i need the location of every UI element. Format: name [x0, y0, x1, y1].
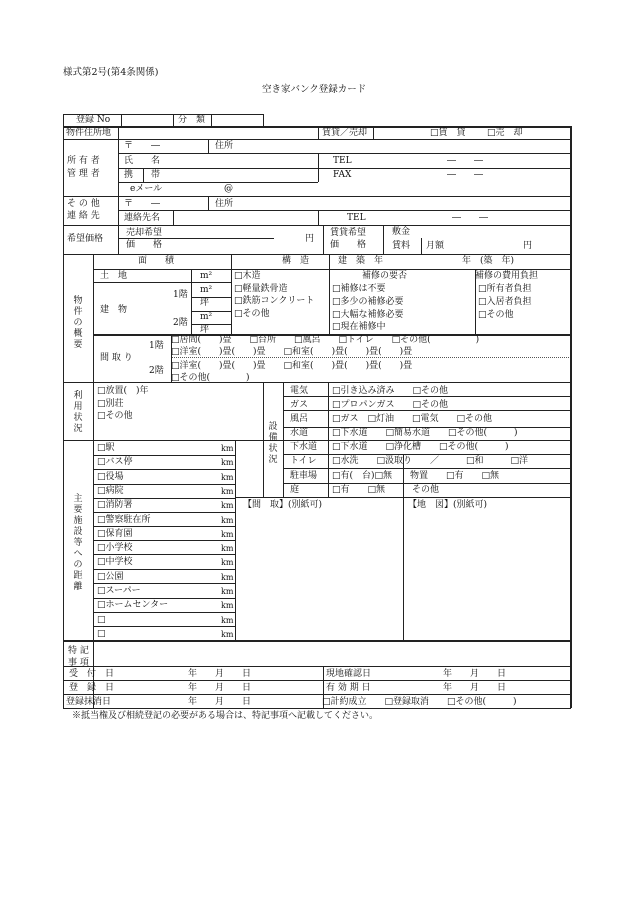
equipment-status-label: 設備状況	[268, 422, 278, 465]
rent-yen: 円	[523, 241, 533, 251]
facility-item[interactable]: □消防署	[97, 500, 133, 511]
building-label: 建 物	[100, 305, 128, 315]
owner-postal: 〒 ―	[124, 141, 161, 151]
floor2-tsubo: 坪	[200, 325, 210, 335]
map-area-label: 【地 図】(別紙可)	[408, 500, 488, 510]
floor1-m2: m²	[200, 285, 213, 295]
owner-fax-label: FAX	[333, 170, 352, 180]
owner-address-label: 住所	[215, 141, 234, 151]
rent-sale-label: 賃貸／売却	[322, 128, 368, 138]
contact-person-label: 連絡先名	[124, 213, 161, 223]
received-date-ymd: 年 月 日	[188, 669, 252, 679]
equipment-options[interactable]: □水洗 □汲取り ／ □和 □洋	[332, 456, 529, 466]
received-date-label: 受 付 日	[69, 669, 115, 679]
facility-km-unit: km	[221, 558, 234, 568]
usage-status-label: 利用状況	[73, 391, 83, 434]
floor2-m2: m²	[200, 312, 213, 322]
usage-abandoned[interactable]: □放置( )年	[97, 386, 149, 396]
built-year-value: 年 (築 年)	[462, 256, 515, 266]
facility-km-unit: km	[221, 501, 234, 511]
owner-email-label: eメール	[130, 184, 163, 194]
equipment-key: ガス	[290, 400, 309, 410]
facility-km-unit: km	[221, 444, 234, 453]
facility-item[interactable]: □	[97, 614, 106, 625]
registered-date-ymd: 年 月 日	[188, 683, 252, 693]
facility-km-unit: km	[221, 515, 234, 525]
facility-item[interactable]: □ホームセンター	[97, 600, 169, 611]
land-label: 土 地	[100, 271, 128, 281]
facility-item[interactable]: □警察駐在所	[97, 514, 151, 525]
cost-header: 補修の費用負担	[475, 271, 539, 281]
facility-km-unit: km	[221, 629, 234, 639]
facility-km-unit: km	[221, 486, 234, 496]
valid-until-ymd: 年 月 日	[443, 683, 507, 693]
facility-item[interactable]: □病院	[97, 485, 124, 496]
rent-fee-label: 賃料	[392, 241, 411, 251]
floor1-label: 1階	[173, 290, 188, 300]
layout-label: 間 取 り	[100, 353, 133, 363]
floorplan-area-label: 【間 取】(別紙可)	[243, 500, 323, 510]
facility-km-unit: km	[221, 601, 234, 611]
equipment-key: 駐車場	[290, 471, 318, 481]
facility-km-unit: km	[221, 587, 234, 596]
equipment-key: 電気	[290, 386, 309, 396]
property-address-label: 物件住所地	[66, 128, 112, 138]
equipment-options[interactable]: □プロパンガス □その他	[332, 400, 449, 410]
contact-address-label: 住所	[215, 199, 234, 209]
price-label: 希望価格	[67, 234, 104, 244]
facility-km-unit: km	[221, 615, 234, 625]
deposit-label: 敷金	[392, 227, 411, 237]
facility-item[interactable]: □バス停	[97, 457, 133, 468]
floor2-label: 2階	[173, 318, 188, 328]
owner-mobile-label: 携 帯	[124, 170, 161, 180]
facility-item[interactable]: □スーパー	[97, 586, 141, 596]
document-title: 空き家バンク登録カード	[262, 84, 367, 95]
equipment-key: 風呂	[290, 414, 309, 424]
reg-no-label: 登録 No	[76, 115, 111, 125]
owner-tel-label: TEL	[333, 156, 352, 166]
repair-header: 補修の要否	[362, 271, 408, 281]
struct-light-steel[interactable]: □軽量鉄骨造	[234, 284, 288, 294]
facility-km-unit: km	[221, 458, 234, 468]
repair-in-progress[interactable]: □現在補修中	[332, 322, 386, 332]
equipment-options[interactable]: □有( 台)□無 物置 □有 □無	[332, 471, 500, 481]
facility-item[interactable]: □小学校	[97, 543, 133, 554]
equipment-key: 下水道	[290, 442, 318, 452]
repair-major[interactable]: □大幅な補修必要	[332, 310, 404, 320]
deletion-status-options[interactable]: □計約成立 □登録取消 □その他( )	[322, 697, 517, 707]
struct-rc[interactable]: □鉄筋コンクリート	[234, 296, 315, 306]
owner-fax-dashes: ― ―	[447, 170, 484, 180]
valid-until-label: 有 効 期 日	[326, 683, 371, 693]
contact-tel-dashes: ― ―	[452, 213, 489, 223]
repair-none[interactable]: □補修は不要	[332, 284, 386, 294]
equipment-options[interactable]: □引き込み済み □その他	[332, 386, 449, 396]
repair-minor[interactable]: □多少の補修必要	[332, 297, 404, 307]
equipment-key: 水道	[290, 428, 309, 438]
contact-postal: 〒 ―	[124, 199, 161, 209]
site-confirm-ymd: 年 月 日	[443, 669, 507, 679]
equipment-key: 庭	[290, 485, 300, 495]
floor1-tsubo: 坪	[200, 298, 210, 308]
facility-item[interactable]: □	[97, 628, 106, 639]
facility-km-unit: km	[221, 529, 234, 539]
sale-yen: 円	[305, 234, 315, 244]
rent-option[interactable]: □賃 貸	[430, 128, 466, 138]
layout-floor1-row1: □居間( )畳 □台所 □風呂 □トイレ □その他( )	[171, 335, 480, 345]
cost-other[interactable]: □その他	[478, 310, 514, 320]
special-notes-label: 特 記 事 項	[68, 646, 89, 668]
rent-price-label: 賃貸希望 価 格	[330, 228, 367, 250]
layout-floor1-row2: □洋室( )畳( )畳 □和室( )畳( )畳( )畳	[171, 347, 413, 357]
struct-other[interactable]: □その他	[234, 309, 270, 319]
usage-other[interactable]: □その他	[97, 411, 133, 421]
owner-tel-dashes: ― ―	[447, 156, 484, 166]
cost-owner[interactable]: □所有者負担	[478, 284, 532, 294]
sale-price-label: 売却希望 価 格	[126, 228, 163, 250]
monthly-label: 月額	[426, 241, 445, 251]
other-contact-label-1: そ の 他	[67, 199, 100, 209]
category-label: 分 類	[178, 115, 206, 125]
facility-item[interactable]: □中学校	[97, 557, 133, 568]
contact-tel-label: TEL	[347, 213, 366, 223]
deleted-date-ymd: 年 月 日	[188, 697, 252, 707]
footnote: ※抵当権及び相続登記の必要がある場合は、特記事項へ記載してください。	[72, 711, 379, 721]
facility-distance-label: 主要施設等への距離	[73, 494, 83, 592]
equipment-options[interactable]: □ガス □灯油 □電気 □その他	[332, 414, 493, 424]
facility-km-unit: km	[221, 472, 234, 482]
equipment-options[interactable]: □下水道 □簡易水道 □その他( )	[332, 428, 518, 438]
facility-km-unit: km	[221, 572, 234, 582]
land-m2: m²	[200, 271, 213, 281]
facility-item[interactable]: □役場	[97, 471, 124, 482]
cost-tenant[interactable]: □入居者負担	[478, 297, 532, 307]
deleted-date-label: 登録抹消日	[66, 697, 112, 707]
layout-floor2-row2: □その他( )	[171, 373, 250, 383]
registered-date-label: 登 録 日	[69, 683, 115, 693]
facility-km-unit: km	[221, 544, 234, 554]
facility-item[interactable]: □公園	[97, 571, 124, 582]
structure-header: 構 造	[282, 256, 310, 266]
sale-option[interactable]: □売 却	[487, 128, 523, 138]
site-confirm-label: 現地確認日	[326, 669, 372, 679]
facility-item[interactable]: □保育園	[97, 528, 133, 539]
form-number: 様式第2号(第4条関係)	[63, 67, 159, 78]
area-header: 面 積	[138, 256, 175, 266]
equipment-options[interactable]: □有 □無 その他	[332, 485, 440, 495]
usage-villa[interactable]: □別荘	[97, 399, 124, 409]
owner-name-label: 氏 名	[124, 156, 161, 166]
layout-floor2-row1: □洋室( )畳( )畳 □和室( )畳( )畳( )畳	[171, 361, 413, 371]
built-year-header: 建 築 年	[338, 256, 384, 266]
email-at-sign: @	[224, 184, 233, 194]
property-overview-label: 物件の概要	[73, 296, 83, 350]
layout-floor2-label: 2階	[149, 366, 164, 376]
owner-manager-label: 所 有 者 管 理 者	[67, 156, 100, 179]
facility-item[interactable]: □駅	[97, 443, 115, 453]
equipment-key: トイレ	[290, 456, 317, 466]
other-contact-label-2: 連 絡 先	[67, 211, 100, 221]
equipment-options[interactable]: □下水道 □浄化槽 □その他( )	[332, 442, 509, 452]
layout-floor1-label: 1階	[149, 341, 164, 351]
struct-wood[interactable]: □木造	[234, 271, 261, 281]
